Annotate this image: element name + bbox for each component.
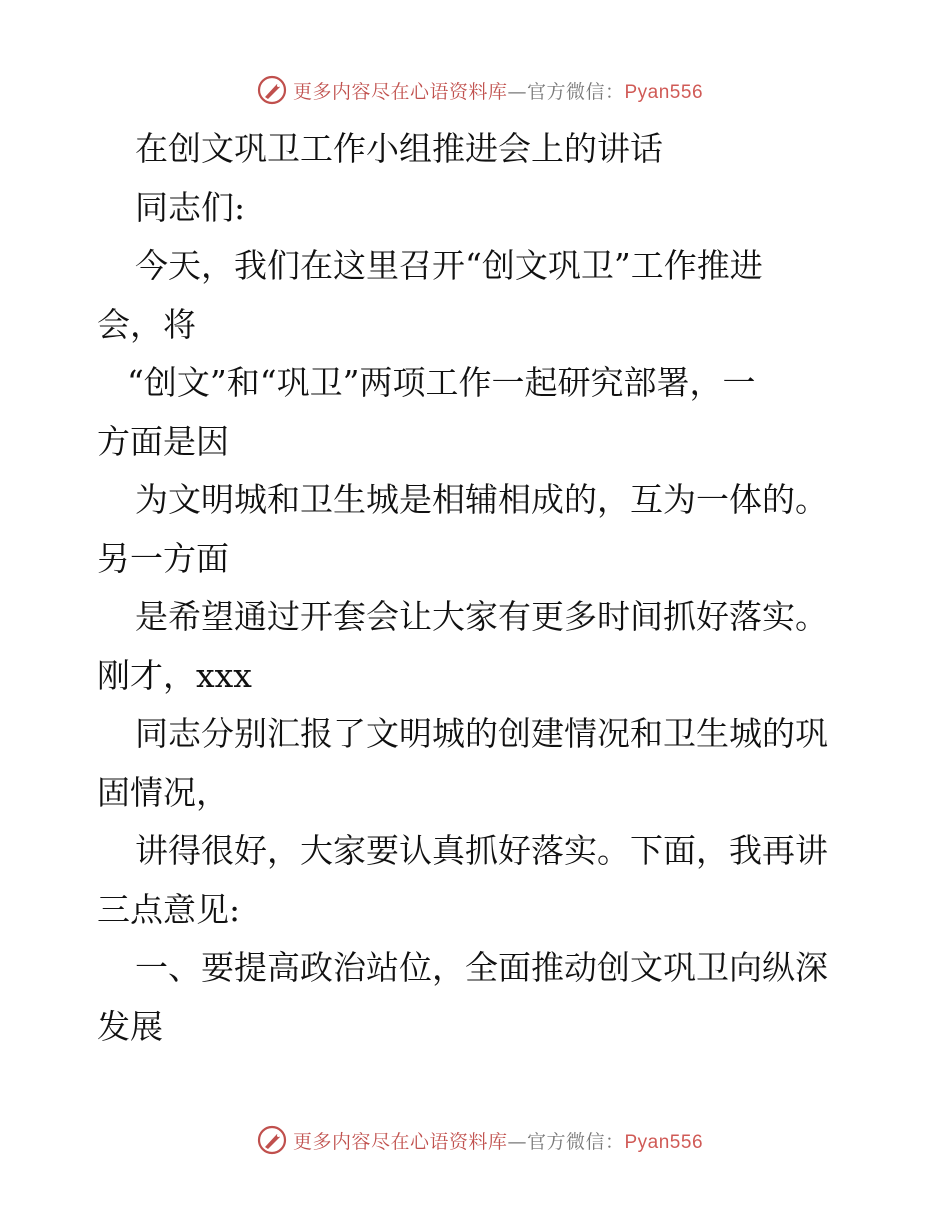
paragraph-line: 会，将 [97, 304, 196, 344]
watermark-brand: 更多内容尽在心语资料库 [292, 80, 508, 103]
paragraph-line: 今天，我们在这里召开“创文巩卫”工作推进 [135, 246, 763, 285]
watermark-id: Pyan556 [624, 81, 704, 103]
pen-nib-logo-icon [257, 75, 287, 105]
watermark-separator: — [507, 80, 527, 103]
paragraph-line: 同志分别汇报了文明城的创建情况和卫生城的巩 [135, 714, 828, 753]
watermark-brand: 更多内容尽在心语资料库 [292, 1130, 508, 1153]
watermark-contact: 官方微信： [526, 80, 625, 103]
watermark-separator: — [507, 1130, 527, 1153]
watermark-id: Pyan556 [624, 1131, 704, 1153]
paragraph-line: 为文明城和卫生城是相辅相成的，互为一体的。 [135, 480, 828, 519]
section-heading: 一、要提高政治站位，全面推动创文巩卫向纵深 [135, 948, 828, 987]
paragraph-line: 另一方面 [97, 538, 229, 578]
paragraph-line: “创文”和“巩卫”两项工作一起研究部署，一 [127, 363, 756, 402]
salutation: 同志们: [135, 187, 246, 227]
header-watermark [0, 70, 950, 110]
footer-watermark [0, 1120, 950, 1160]
paragraph-line: 三点意见: [97, 889, 241, 929]
paragraph-line: 固情况， [97, 772, 229, 812]
paragraph-line: 讲得很好，大家要认真抓好落实。下面，我再讲 [135, 831, 828, 870]
paragraph-line: 刚才，xxx [97, 655, 252, 695]
section-heading: 发展 [97, 1006, 163, 1046]
paragraph-line: 是希望通过开套会让大家有更多时间抓好落实。 [135, 597, 828, 636]
watermark-contact: 官方微信： [526, 1130, 625, 1153]
paragraph-line: 方面是因 [97, 421, 229, 461]
speech-body [97, 120, 857, 1056]
speech-title: 在创文巩卫工作小组推进会上的讲话 [135, 129, 663, 168]
pen-nib-logo-icon [257, 1125, 287, 1155]
